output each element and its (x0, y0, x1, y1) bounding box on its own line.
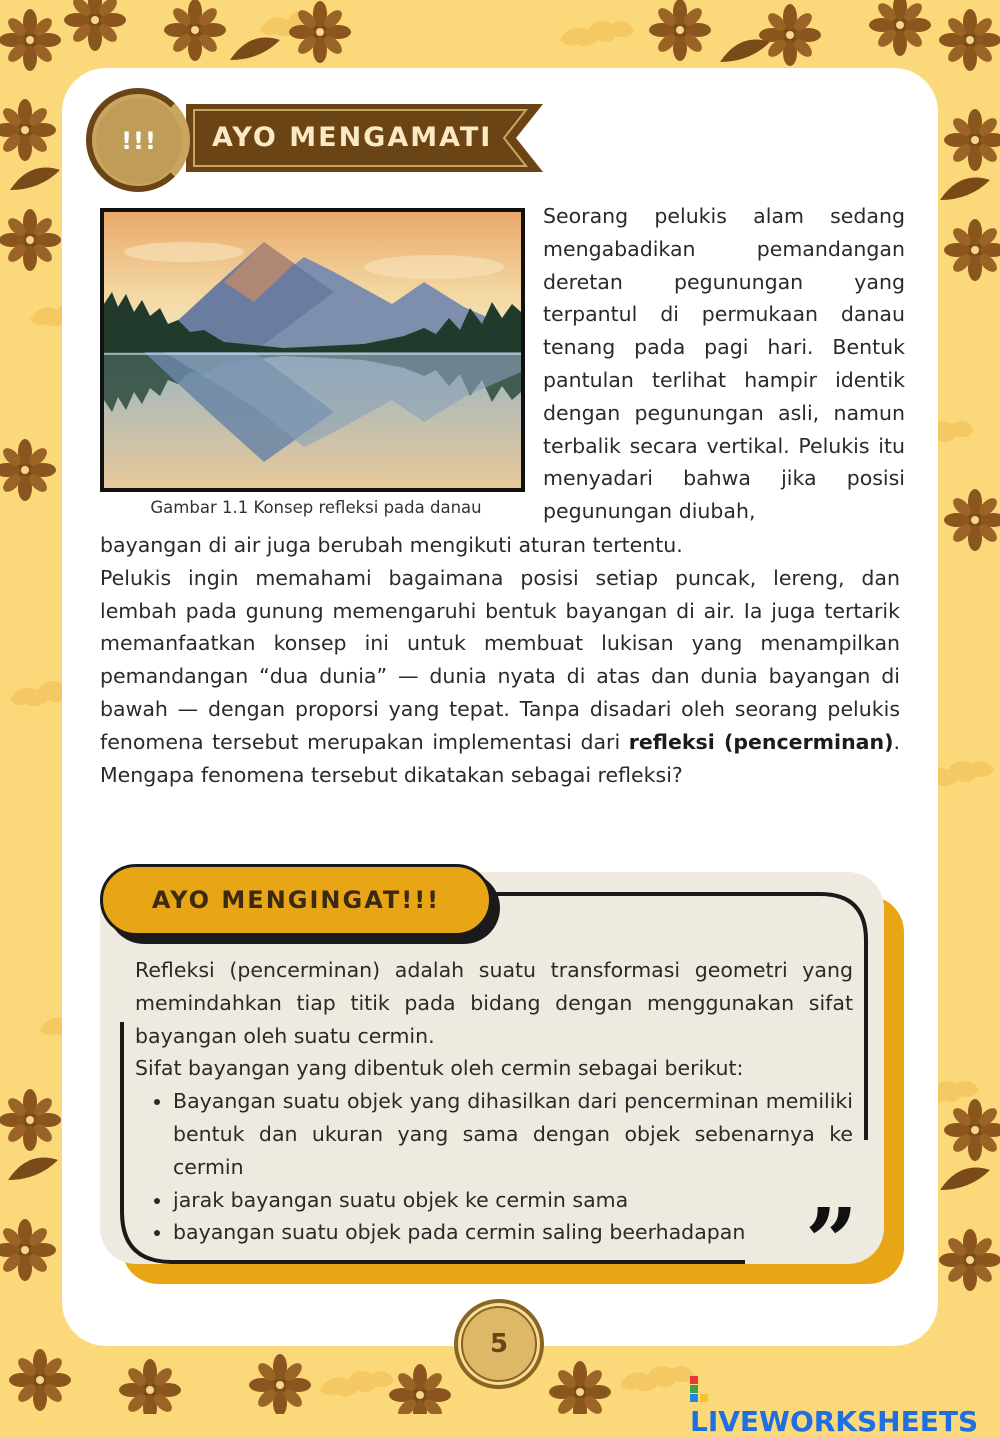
list-item: • Bayangan suatu objek yang dihasilkan dari pencerminan memiliki bentuk dan ukuran yang sama dengan objek sebenarnya ke cermin (173, 1085, 853, 1183)
intro-continuation: bayangan di air juga berubah mengikuti aturan tertentu. (100, 533, 683, 557)
page-number: 5 (461, 1306, 537, 1382)
figure-caption: Gambar 1.1 Konsep refleksi pada danau (150, 498, 482, 517)
question-paragraph: Pelukis ingin memahami bagaimana posisi setiap puncak, lereng, dan lembah pada gunung memengaruhi bentuk bayangan di air. Ia juga tertarik memanfaatkan konsep ini untuk membuat lukisan yang menampilkan pemandangan “dua dunia” — dunia nyata di atas dan dunia bayangan di bawah — dengan proporsi yang tepat. Tanpa disadari oleh seorang pelukis fenomena tersebut merupakan implementasi dari refleksi (pencerminan). Mengapa fenomena tersebut dikatakan sebagai refleksi? (100, 565, 900, 787)
quote-icon: ” (805, 1188, 858, 1296)
section-title: AYO MENGAMATI (212, 122, 493, 153)
watermark-text: LIVEWORKSHEETS (690, 1405, 979, 1438)
properties-intro: Sifat bayangan yang dibentuk oleh cermin sebagai berikut: (135, 1056, 744, 1081)
liveworksheets-logo[interactable] (690, 1374, 1000, 1438)
header-badge: !!! (96, 98, 182, 184)
list-item: • jarak bayangan suatu objek ke cermin sama (173, 1184, 853, 1217)
reflection-definition: Refleksi (pencerminan) adalah suatu transformasi geometri yang memindahkan tiap titik pada bidang dengan menggunakan sifat bayangan oleh suatu cermin. (135, 958, 853, 1048)
intro-text: Seorang pelukis alam sedang mengabadikan pemandangan deretan pegunungan yang terpantul di permukaan danau tenang pada pagi hari. Bentuk pantulan terlihat hampir identik dengan pegunungan asli, namun terbalik secara vertikal. Pelukis itu menyadari bahwa jika posisi pegunungan diubah, (543, 204, 905, 524)
main-paragraphs (100, 529, 900, 791)
lake-reflection-image (100, 208, 525, 492)
key-term: refleksi (pencerminan) (628, 729, 894, 754)
liveworksheets-icon (690, 1376, 710, 1402)
intro-paragraph (543, 200, 905, 528)
list-item: • bayangan suatu objek pada cermin saling beerhadapan (173, 1216, 853, 1249)
properties-list (135, 1085, 853, 1249)
reminder-content (135, 954, 853, 1249)
reminder-title: AYO MENGINGAT!!! (100, 864, 492, 936)
